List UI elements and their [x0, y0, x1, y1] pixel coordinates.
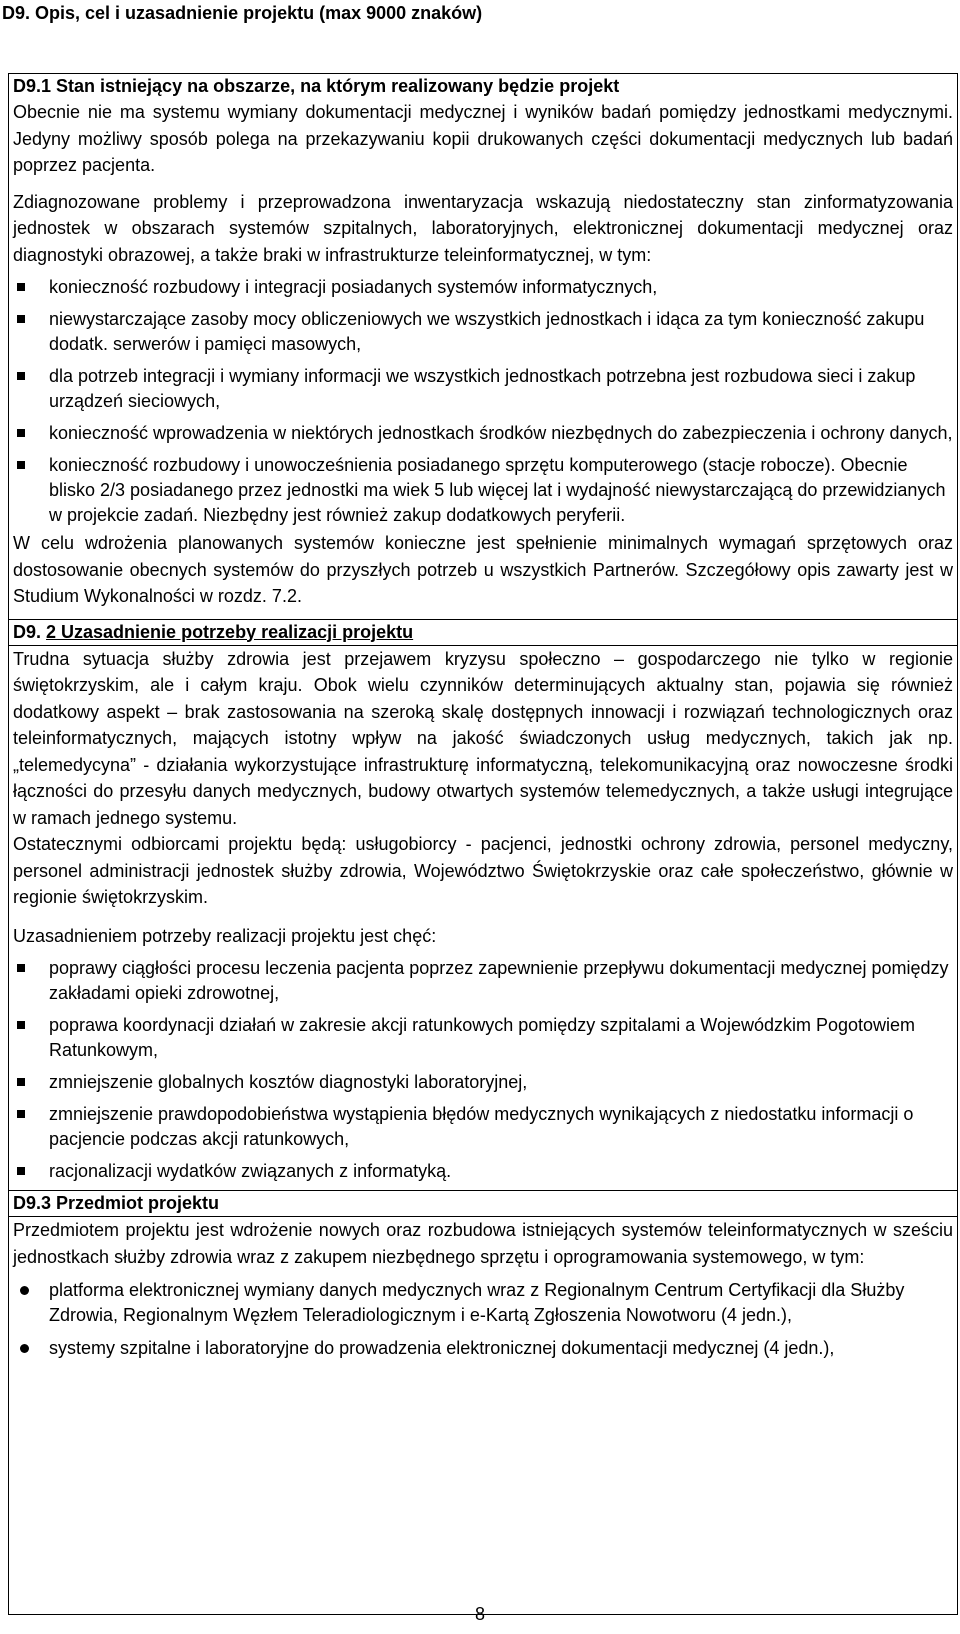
- list-item: zmniejszenie prawdopodobieństwa wystąpienia błędów medycznych wynikających z niedostatku informacji o pacjencie podczas akcji ratunkowych,: [13, 1102, 953, 1152]
- section-1-paragraph-1: Obecnie nie ma systemu wymiany dokumentacji medycznej i wyników badań pomiędzy jednostkami medycznymi. Jedyny możliwy sposób polega na przekazywaniu kopii drukowanych części dokumentacji medycznych lub badań poprzez pacjenta.: [13, 102, 953, 175]
- square-bullet-icon: [17, 1167, 25, 1175]
- section-1-bullet-list: [13, 275, 953, 528]
- page-main-heading: D9. Opis, cel i uzasadnienie projektu (max 9000 znaków): [2, 3, 483, 23]
- section-1-paragraph-2: Zdiagnozowane problemy i przeprowadzona inwentaryzacja wskazują niedostateczny stan zinformatyzowania jednostek w obszarach systemów szpitalnych, laboratoryjnych, elektronicznej dokumentacji medycznej oraz diagnostyki obrazowej, a także braki w infrastrukturze teleinformatycznej, w tym:: [13, 191, 953, 265]
- section-3-title: D9.3 Przedmiot projektu: [13, 1193, 220, 1213]
- square-bullet-icon: [17, 315, 25, 323]
- section-2-paragraph-2: Ostatecznymi odbiorcami projektu będą: usługobiorcy - pacjenci, jednostki ochrony zdrowia, personel medyczny, personel administracji jednostek służby zdrowia, Województwo Świętokrzyskie oraz całe społeczeństwo, głównie w regionie świętokrzyskim.: [13, 834, 953, 907]
- list-item: racjonalizacji wydatków związanych z informatyką.: [13, 1159, 953, 1184]
- content-body: [13, 74, 953, 1361]
- round-bullet-icon: [20, 1344, 29, 1353]
- square-bullet-icon: [17, 429, 25, 437]
- round-bullet-icon: [20, 1286, 29, 1295]
- section-3-paragraph-1: Przedmiotem projektu jest wdrożenie nowych oraz rozbudowa istniejących systemów teleinformatycznych w sześciu jednostkach służby zdrowia wraz z zakupem niezbędnego sprzętu i oprogramowania systemowego, w tym:: [13, 1220, 953, 1267]
- list-item: niewystarczające zasoby mocy obliczeniowych we wszystkich jednostkach i idąca za tym konieczność zakupu dodatk. serwerów i pamięci masowych,: [13, 307, 953, 357]
- section-2-bullet-list: [13, 956, 953, 1184]
- square-bullet-icon: [17, 964, 25, 972]
- content-frame: [8, 73, 958, 1615]
- section-3-bullet-list: [13, 1278, 953, 1361]
- list-item: konieczność rozbudowy i unowocześnienia posiadanego sprzętu komputerowego (stacje robocze). Obecnie blisko 2/3 posiadanego przez jednostki ma wiek 5 lub więcej lat i wydajność niewystarczającą do przewidzianych w projekcie zadań. Niezbędny jest również zakup dodatkowych peryferii.: [13, 453, 953, 528]
- list-item: konieczność rozbudowy i integracji posiadanych systemów informatycznych,: [13, 275, 953, 300]
- square-bullet-icon: [17, 283, 25, 291]
- list-item: platforma elektronicznej wymiany danych medycznych wraz z Regionalnym Centrum Certyfikacji dla Służby Zdrowia, Regionalnym Węzłem Teleradiologicznym i e-Kartą Zgłoszenia Nowotworu (4 jedn.),: [13, 1278, 953, 1328]
- page-number: 8: [474, 1604, 485, 1624]
- list-item: zmniejszenie globalnych kosztów diagnostyki laboratoryjnej,: [13, 1070, 953, 1095]
- section-2-intro: Uzasadnieniem potrzeby realizacji projektu jest chęć:: [13, 925, 437, 946]
- list-item: poprawy ciągłości procesu leczenia pacjenta poprzez zapewnienie przepływu dokumentacji medycznej pomiędzy zakładami opieki zdrowotnej,: [13, 956, 953, 1006]
- section-2-paragraph-1: Trudna sytuacja służby zdrowia jest przejawem kryzysu społeczno – gospodarczego nie tylko w regionie świętokrzyskim, ale i całym kraju. Obok wielu czynników determinujących aktualny stan, pojawia się również dodatkowy aspekt – brak zastosowania na szeroką skalę dostępnych innowacji i rozwiązań technologicznych oraz teleinformatycznych, mających istotny wpływ na jakość świadczonych usług medycznych, takich jak np. „telemedycyna” - działania wykorzystujące infrastrukturę informatyczną, telekomunikacyjną oraz nowoczesne środki łączności do przesyłu danych medycznych, budowy otwartych systemów telemedycznych, a także usługi integrujące w ramach jednego systemu.: [13, 648, 953, 828]
- square-bullet-icon: [17, 461, 25, 469]
- section-1-title: D9.1 Stan istniejący na obszarze, na którym realizowany będzie projekt: [13, 76, 620, 96]
- list-item: poprawa koordynacji działań w zakresie akcji ratunkowych pomiędzy szpitalami a Wojewódzkim Pogotowiem Ratunkowym,: [13, 1013, 953, 1063]
- list-item: konieczność wprowadzenia w niektórych jednostkach środków niezbędnych do zabezpieczenia i ochrony danych,: [13, 421, 953, 446]
- square-bullet-icon: [17, 1110, 25, 1118]
- square-bullet-icon: [17, 1021, 25, 1029]
- square-bullet-icon: [17, 1078, 25, 1086]
- square-bullet-icon: [17, 372, 25, 380]
- list-item: systemy szpitalne i laboratoryjne do prowadzenia elektronicznej dokumentacji medycznej (4 jedn.),: [13, 1336, 953, 1361]
- section-2-title: D9. 2 Uzasadnienie potrzeby realizacji projektu: [13, 621, 414, 642]
- section-1-paragraph-3: W celu wdrożenia planowanych systemów konieczne jest spełnienie minimalnych wymagań sprzętowych oraz dostosowanie obecnych systemów do przyszłych potrzeb u wszystkich Partnerów. Szczegółowy opis zawarty jest w Studium Wykonalności w rozdz. 7.2.: [13, 533, 953, 606]
- list-item: dla potrzeb integracji i wymiany informacji we wszystkich jednostkach potrzebna jest rozbudowa sieci i zakup urządzeń sieciowych,: [13, 364, 953, 414]
